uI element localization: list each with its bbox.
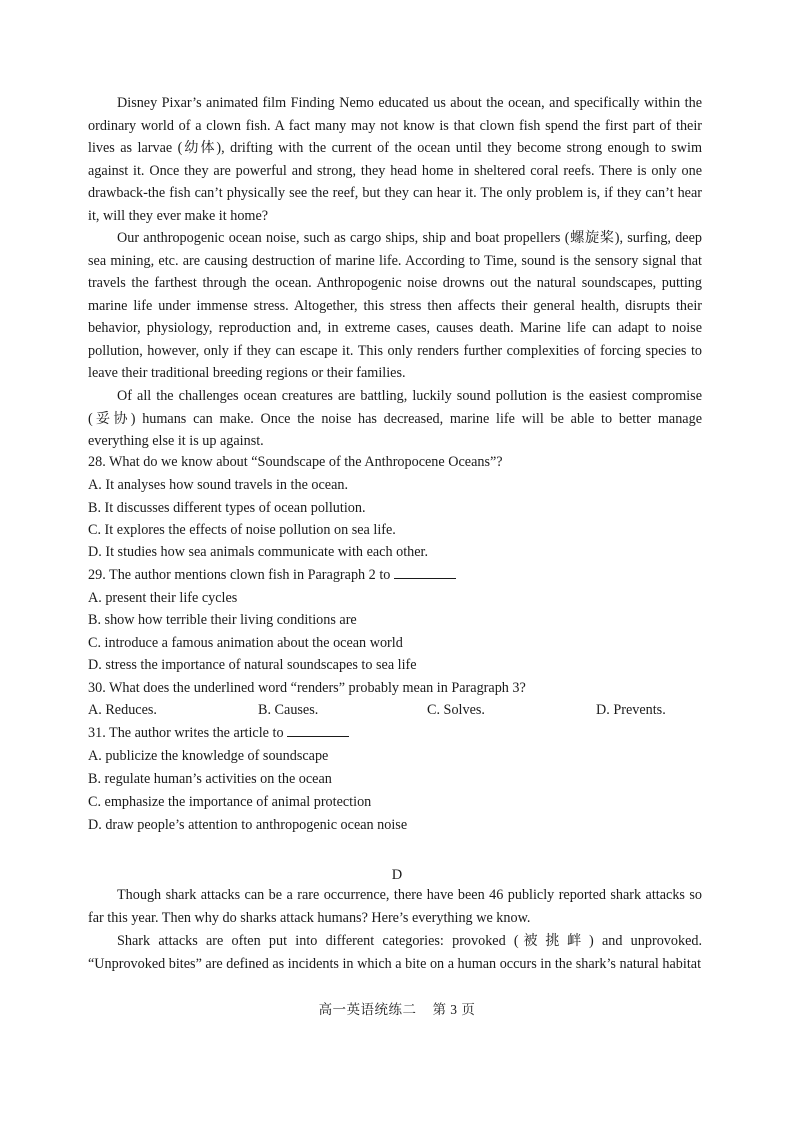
question-30-option-b: B. Causes. — [258, 702, 319, 718]
passage-c-paragraph-3: Of all the challenges ocean creatures are battling, luckily sound pollution is the easiest compromise (妥协) humans can make. Once the noise has decreased, marine life will be able to better manage everything else it is up against. — [88, 388, 702, 449]
question-28-option-b: B. It discusses different types of ocean pollution. — [88, 500, 366, 516]
page-footer — [0, 1000, 794, 1020]
passage-c-paragraph-1: Disney Pixar’s animated film Finding Nemo educated us about the ocean, and specifically within the ordinary world of a clown fish. A fact many may not know is that clown fish spend the first part of their lives as larvae (幼体), drifting with the current of the ocean until they become strong enough to swim against it. Once they are powerful and strong, they head home in sheltered coral reefs. There is only one drawback-the fish can’t physically see the reef, but they can hear it. The only problem is, if they can’t hear it, will they ever make it home? — [88, 95, 702, 224]
question-29-option-a: A. present their life cycles — [88, 590, 238, 606]
question-28-stem: 28. What do we know about “Soundscape of the Anthropocene Oceans”? — [88, 454, 503, 470]
question-28-option-d: D. It studies how sea animals communicate with each other. — [88, 544, 429, 560]
question-29-stem: 29. The author mentions clown fish in Paragraph 2 to — [88, 564, 708, 586]
question-29-option-d: D. stress the importance of natural soundscapes to sea life — [88, 657, 417, 673]
section-heading-d: D — [391, 867, 403, 883]
question-30-option-d: D. Prevents. — [596, 702, 666, 718]
question-29-option-c: C. introduce a famous animation about the ocean world — [88, 635, 403, 651]
question-30-options — [88, 699, 708, 721]
chinese-gloss: 被挑衅 — [518, 933, 589, 949]
question-31-stem: 31. The author writes the article to — [88, 722, 708, 744]
answer-blank — [394, 566, 456, 579]
question-30-stem: 30. What does the underlined word “renders” probably mean in Paragraph 3? — [88, 680, 526, 696]
answer-blank — [287, 724, 349, 737]
exam-title: 高一英语统练二 — [318, 1002, 417, 1017]
question-28-option-c: C. It explores the effects of noise pollution on sea life. — [88, 522, 396, 538]
question-29-option-b: B. show how terrible their living conditions are — [88, 612, 357, 628]
question-31-option-b: B. regulate human’s activities on the ocean — [88, 771, 332, 787]
question-31-option-a: A. publicize the knowledge of soundscape — [88, 748, 329, 764]
page-number: 第 3 页 — [432, 1002, 476, 1017]
question-31-option-d: D. draw people’s attention to anthropogenic ocean noise — [88, 817, 408, 833]
passage-d-paragraph-2: Shark attacks are often put into different categories: provoked (被挑衅) and unprovoked. “Unprovoked bites” are defined as incidents in which a bite on a human occurs in the shark’s natural habitat — [88, 933, 703, 972]
passage-d-paragraph-1: Though shark attacks can be a rare occurrence, there have been 46 publicly reported shark attacks so far this year. Then why do sharks attack humans? Here’s everything we know. — [88, 887, 702, 926]
question-30-option-c: C. Solves. — [427, 702, 485, 718]
passage-c-paragraph-2: Our anthropogenic ocean noise, such as cargo ships, ship and boat propellers (螺旋桨), surfing, deep sea mining, etc. are causing destruction of marine life. According to Time, sound is the sensory signal that travels the farthest through the ocean. Anthropogenic noise drowns out the natural soundscapes, putting marine life under immense stress. Altogether, this stress then affects their general health, disrupts their behavior, physiology, reproduction and, in extreme cases, causes death. Marine life can adapt to noise pollution, however, only if they can escape it. This only renders further complexities of forcing species to leave their traditional breeding regions or their families. — [88, 230, 702, 381]
question-30-option-a: A. Reduces. — [88, 702, 157, 718]
question-28-option-a: A. It analyses how sound travels in the ocean. — [88, 477, 349, 493]
question-31-option-c: C. emphasize the importance of animal protection — [88, 794, 372, 810]
